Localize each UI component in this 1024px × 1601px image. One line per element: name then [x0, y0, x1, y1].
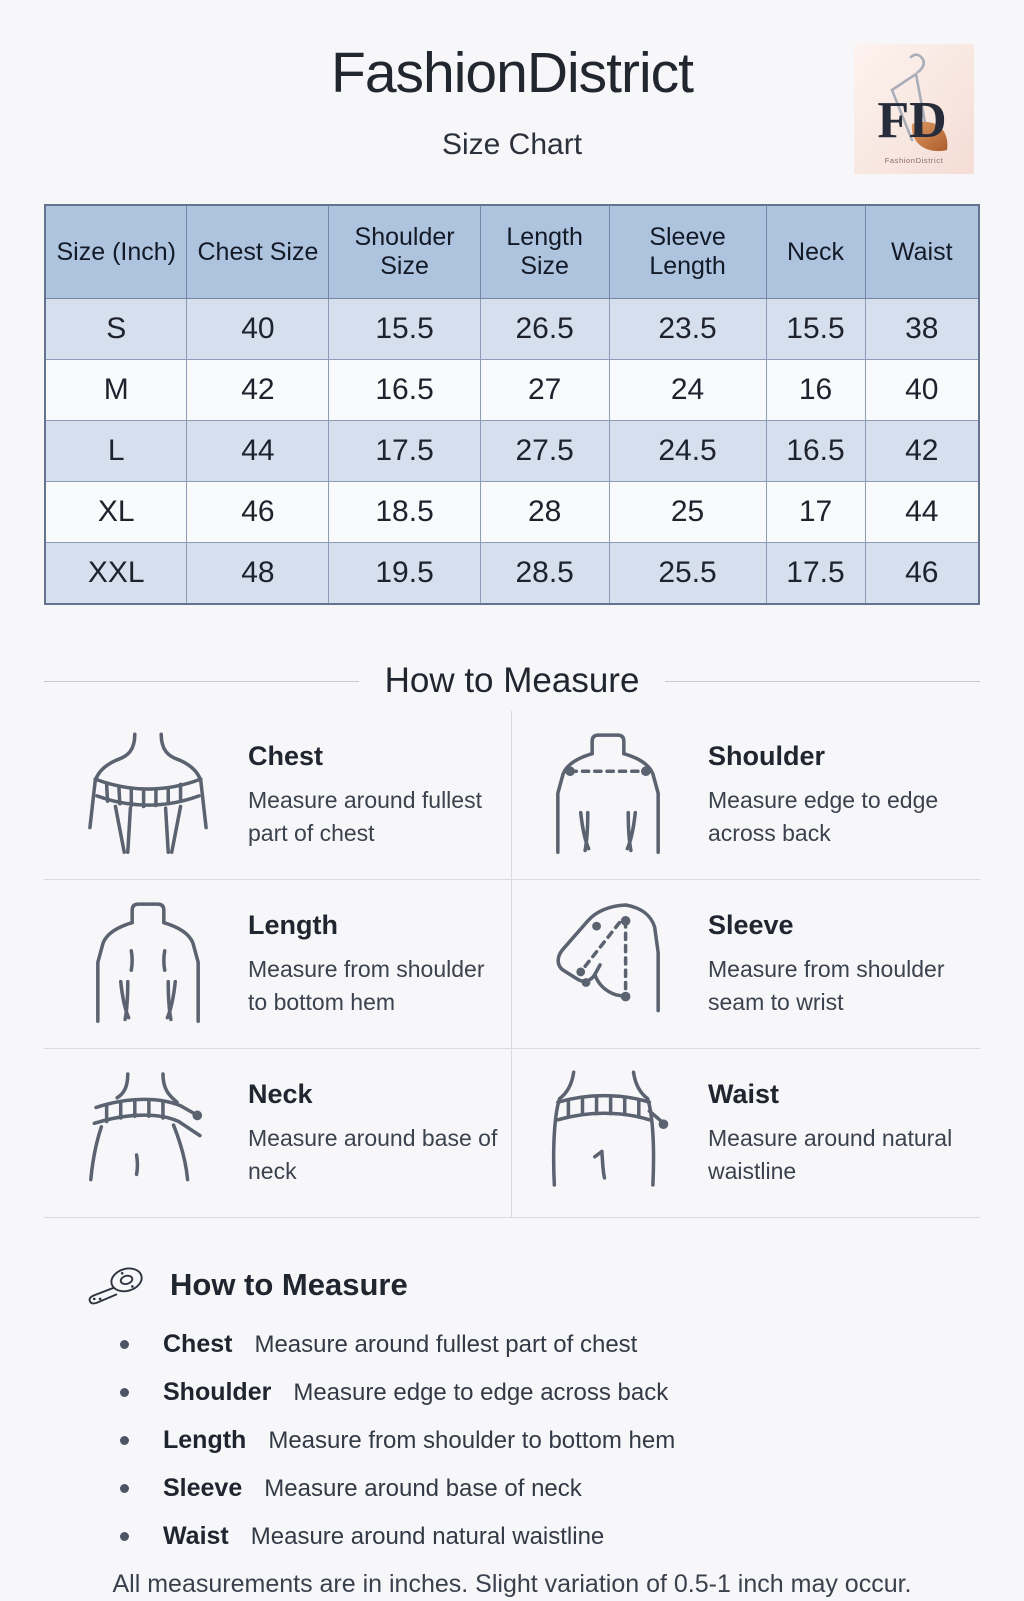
value-cell: 25 [609, 482, 766, 543]
column-header: Length Size [480, 205, 609, 299]
list-description: Measure around fullest part of chest [254, 1331, 638, 1358]
size-cell: M [45, 360, 187, 421]
value-cell: 27 [480, 360, 609, 421]
section-title: How to Measure [384, 661, 640, 700]
list-item [120, 1378, 980, 1407]
heading-rule-right [665, 681, 980, 682]
measure-item-sleeve [512, 880, 980, 1049]
value-cell: 19.5 [329, 543, 480, 605]
value-cell: 46 [865, 543, 979, 605]
measure-item-text [708, 1079, 970, 1187]
measure-item-description: Measure from shoulder to bottom hem [248, 955, 485, 1015]
value-cell: 16.5 [329, 360, 480, 421]
measure-item-text [708, 741, 970, 849]
table-row [45, 299, 979, 360]
value-cell: 15.5 [329, 299, 480, 360]
page-subtitle: Size Chart [441, 128, 583, 161]
measure-item-description: Measure around base of neck [248, 1124, 498, 1184]
list-item [120, 1426, 980, 1455]
value-cell: 26.5 [480, 299, 609, 360]
list-heading-title: How to Measure [170, 1267, 408, 1302]
measure-item-text [248, 910, 501, 1018]
column-header: Neck [766, 205, 865, 299]
column-header: Chest Size [187, 205, 329, 299]
bullet-dot [120, 1340, 129, 1349]
list-term: Length [163, 1426, 247, 1454]
value-cell: 42 [187, 360, 329, 421]
neck-figure-icon [82, 1063, 214, 1203]
table-row [45, 360, 979, 421]
column-header: Size (Inch) [45, 205, 187, 299]
value-cell: 44 [865, 482, 979, 543]
value-cell: 28.5 [480, 543, 609, 605]
measure-item-title: Length [248, 909, 338, 940]
shoulder-figure-icon [542, 725, 674, 865]
measure-list-section [44, 1262, 980, 1570]
measure-item-description: Measure from shoulder seam to wrist [708, 955, 945, 1015]
measure-item-description: Measure edge to edge across back [708, 786, 939, 846]
list-description: Measure around natural waistline [250, 1523, 605, 1550]
measure-item-waist [512, 1049, 980, 1218]
table-row [45, 421, 979, 482]
tape-measure-icon [84, 1262, 150, 1308]
size-cell: S [45, 299, 187, 360]
value-cell: 24.5 [609, 421, 766, 482]
measure-item-title: Chest [248, 740, 324, 771]
measure-section-heading [44, 661, 980, 701]
bullet-dot [120, 1484, 129, 1493]
measure-item-chest [44, 711, 512, 880]
measure-item-description: Measure around fullest part of chest [248, 786, 482, 846]
heading-rule-left [44, 681, 359, 682]
list-description: Measure from shoulder to bottom hem [268, 1427, 676, 1454]
list-term: Shoulder [163, 1378, 272, 1406]
sleeve-figure-icon [542, 894, 674, 1034]
measure-item-title: Sleeve [708, 909, 794, 940]
logo-caption: FashionDistrict [884, 156, 944, 165]
size-table [44, 204, 980, 605]
table-row [45, 543, 979, 605]
value-cell: 42 [865, 421, 979, 482]
value-cell: 44 [187, 421, 329, 482]
measure-item-length [44, 880, 512, 1049]
list-term: Sleeve [163, 1474, 243, 1502]
measure-item-text [248, 1079, 501, 1187]
table-row [45, 482, 979, 543]
length-figure-icon [82, 894, 214, 1034]
measure-item-shoulder [512, 711, 980, 880]
brand-logo-icon [854, 44, 974, 174]
value-cell: 48 [187, 543, 329, 605]
value-cell: 17.5 [766, 543, 865, 605]
size-cell: XL [45, 482, 187, 543]
brand-logo [854, 44, 974, 174]
column-header: Shoulder Size [329, 205, 480, 299]
value-cell: 25.5 [609, 543, 766, 605]
footnote: All measurements are in inches. Slight variation of 0.5-1 inch may occur. [112, 1570, 912, 1598]
page-title: FashionDistrict [331, 41, 693, 105]
value-cell: 23.5 [609, 299, 766, 360]
value-cell: 17.5 [329, 421, 480, 482]
value-cell: 40 [865, 360, 979, 421]
measure-item-text [248, 741, 501, 849]
value-cell: 18.5 [329, 482, 480, 543]
waist-figure-icon [542, 1063, 674, 1203]
value-cell: 46 [187, 482, 329, 543]
measure-item-neck [44, 1049, 512, 1218]
list-term: Chest [163, 1330, 233, 1358]
measure-item-description: Measure around natural waistline [708, 1124, 953, 1184]
measure-list-heading [84, 1262, 980, 1308]
value-cell: 28 [480, 482, 609, 543]
size-cell: L [45, 421, 187, 482]
list-description: Measure edge to edge across back [293, 1379, 669, 1406]
bullet-dot [120, 1532, 129, 1541]
list-item [120, 1330, 980, 1359]
table-header-row [45, 205, 979, 299]
measure-item-title: Neck [248, 1078, 313, 1109]
value-cell: 17 [766, 482, 865, 543]
column-header: Sleeve Length [609, 205, 766, 299]
measure-item-text [708, 910, 970, 1018]
bullet-list [84, 1330, 980, 1551]
list-description: Measure around base of neck [264, 1475, 582, 1502]
logo-monogram: FD [877, 92, 947, 149]
chest-figure-icon [82, 725, 214, 865]
bullet-dot [120, 1388, 129, 1397]
bullet-dot [120, 1436, 129, 1445]
list-term: Waist [163, 1522, 229, 1550]
measure-item-title: Waist [708, 1078, 780, 1109]
size-cell: XXL [45, 543, 187, 605]
value-cell: 38 [865, 299, 979, 360]
list-item [120, 1474, 980, 1503]
value-cell: 16 [766, 360, 865, 421]
measure-item-title: Shoulder [708, 740, 826, 771]
list-item [120, 1522, 980, 1551]
column-header: Waist [865, 205, 979, 299]
measure-grid [44, 711, 980, 1218]
value-cell: 15.5 [766, 299, 865, 360]
value-cell: 27.5 [480, 421, 609, 482]
value-cell: 40 [187, 299, 329, 360]
value-cell: 16.5 [766, 421, 865, 482]
value-cell: 24 [609, 360, 766, 421]
header [44, 40, 980, 165]
